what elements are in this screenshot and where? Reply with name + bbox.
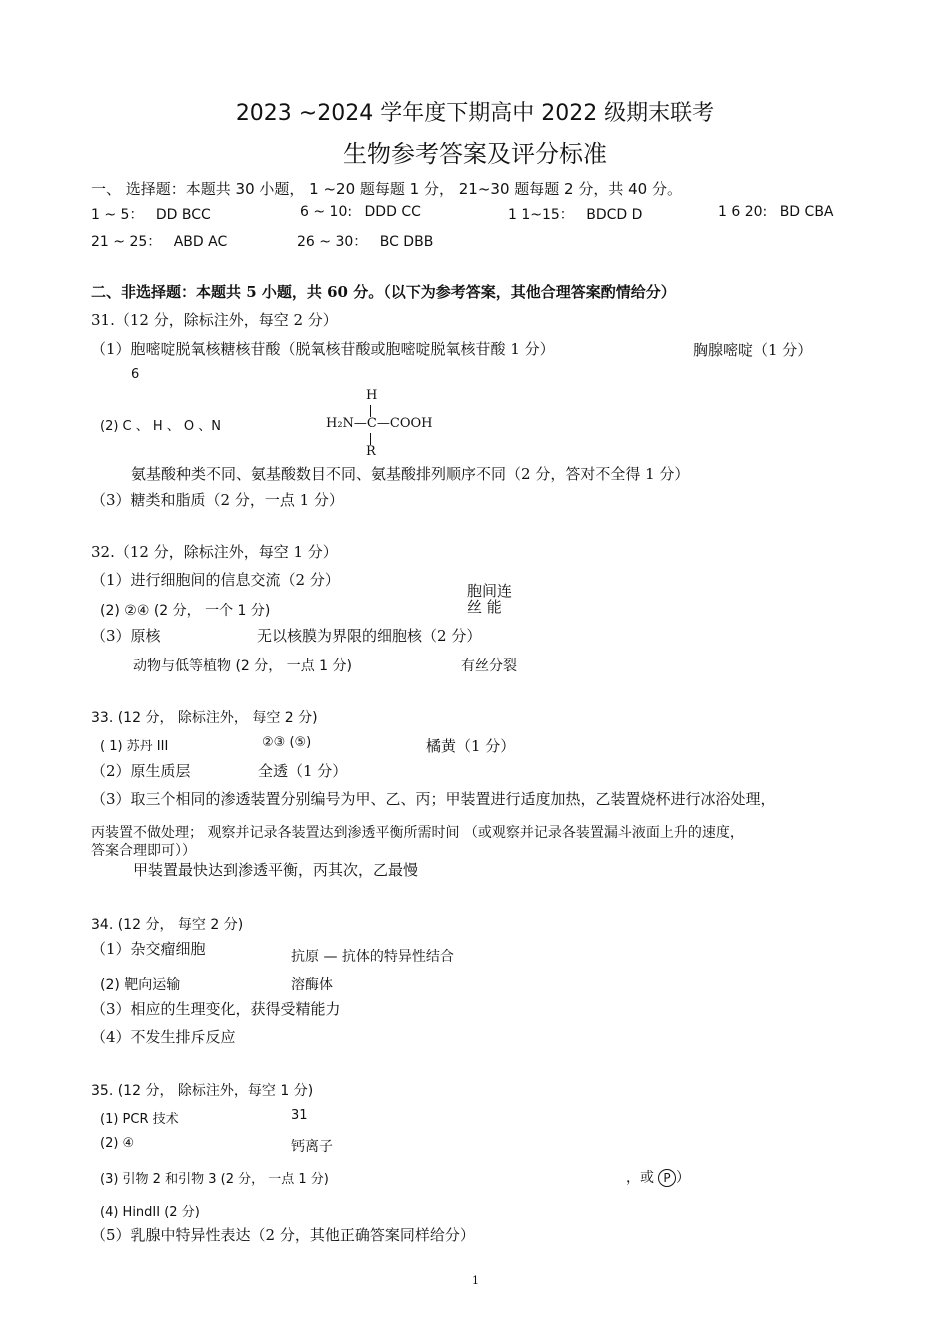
- question-33-answer-4: 甲装置最快达到渗透平衡，丙其次，乙最慢: [133, 861, 419, 879]
- question-34-answer-2a: (2) 靶向运输: [100, 977, 181, 993]
- question-35-answer-3b: ，或 P ）: [626, 1170, 690, 1186]
- question-31-heading: 31.（12 分，除标注外，每空 2 分）: [91, 311, 338, 329]
- question-32-answer-4a: 动物与低等植物 (2 分， 一点 1 分): [133, 658, 352, 674]
- question-33-answer-3: （3）取三个相同的渗透装置分别编号为甲、乙、丙；甲装置进行适度加热，乙装置烧杯进行冰浴处理，: [91, 790, 776, 808]
- answer-range: 26 ~ 30： BC DBB: [297, 234, 434, 250]
- question-33-answer-2b: 全透（1 分）: [258, 762, 348, 780]
- section1-heading: 一、 选择题：本题共 30 小题， 1 ~20 题每题 1 分， 21~30 题每题 2 分，共 40 分。: [91, 180, 682, 198]
- question-31-note: 6: [131, 367, 140, 382]
- question-34-answer-1b: 抗原 — 抗体的特异性结合: [291, 949, 454, 965]
- question-35-answer-3a: (3) 引物 2 和引物 3 (2 分， 一点 1 分): [100, 1172, 329, 1187]
- circled-p: P: [658, 1169, 676, 1187]
- question-34-answer-1a: （1）杂交瘤细胞: [91, 940, 206, 958]
- question-33-answer-2a: （2）原生质层: [91, 762, 191, 780]
- question-33-answer-1b: ②③ (⑤): [262, 735, 312, 750]
- page-number: 1: [472, 1274, 479, 1287]
- question-33-answer-1c: 橘黄（1 分）: [426, 737, 516, 755]
- question-32-answer-4b: 有丝分裂: [461, 658, 517, 674]
- question-31-answer-2b: 氨基酸种类不同、氨基酸数目不同、氨基酸排列顺序不同（2 分，答对不全得 1 分）: [131, 465, 690, 483]
- question-35-heading: 35. (12 分， 除标注外，每空 1 分): [91, 1083, 314, 1099]
- question-35-answer-1a: (1) PCR 技术: [100, 1112, 179, 1127]
- answer-range: 21 ~ 25： ABD AC: [91, 234, 228, 250]
- document-subtitle: 生物参考答案及评分标准: [343, 140, 607, 168]
- formula-r: R: [366, 444, 376, 459]
- question-31-answer-3: （3）糖类和脂质（2 分，一点 1 分）: [91, 491, 344, 509]
- answer-range: 6 ~ 10: DDD CC: [300, 204, 421, 220]
- question-33-answer-1a: ( 1) 苏丹 III: [100, 739, 169, 754]
- question-32-answer-3b: 无以核膜为界限的细胞核（2 分）: [257, 627, 482, 645]
- question-35-answer-4: (4) HindII (2 分): [100, 1205, 200, 1220]
- question-31-answer-1b: 胸腺嘧啶（1 分）: [693, 341, 813, 359]
- question-33-answer-3-end: 答案合理即可））: [91, 843, 196, 859]
- answer-range: 1 1~15： BDCD D: [508, 207, 643, 223]
- answer-range: 1 6 20: BD CBA: [718, 204, 834, 220]
- document-title: 2023 ~2024 学年度下期高中 2022 级期末联考: [235, 101, 715, 126]
- question-32-answer-3a: （3）原核: [91, 627, 161, 645]
- question-35-answer-1b: 31: [291, 1108, 308, 1123]
- question-33-answer-3-cont: 丙装置不做处理； 观察并记录各装置达到渗透平衡所需时间 （或观察并记录各装置漏斗液面上升的速度，: [91, 825, 744, 841]
- amino-acid-formula: [322, 388, 442, 458]
- question-35-answer-2b: 钙离子: [291, 1139, 333, 1155]
- question-35-answer-2a: (2) ④: [100, 1136, 135, 1151]
- question-34-answer-4: （4）不发生排斥反应: [91, 1028, 236, 1046]
- formula-main: H₂N—C—COOH: [326, 416, 433, 431]
- question-34-heading: 34. (12 分， 每空 2 分): [91, 917, 244, 933]
- question-32-answer-1: （1）进行细胞间的信息交流（2 分）: [91, 571, 340, 589]
- section2-heading: 二、非选择题：本题共 5 小题，共 60 分。（以下为参考答案，其他合理答案酌情给分）: [91, 283, 676, 301]
- answer-range: 1 ~ 5： DD BCC: [91, 207, 211, 223]
- question-31-answer-2: (2) C 、 H 、 O 、N: [100, 419, 222, 434]
- question-34-answer-3: （3）相应的生理变化，获得受精能力: [91, 1000, 341, 1018]
- question-32-side-1: 胞间连: [467, 582, 513, 600]
- question-34-answer-2b: 溶酶体: [291, 977, 333, 993]
- formula-h: H: [366, 388, 378, 403]
- question-32-answer-2: (2) ②④ (2 分， 一个 1 分): [100, 603, 271, 619]
- question-35-answer-5: （5）乳腺中特异性表达（2 分，其他正确答案同样给分）: [91, 1226, 475, 1244]
- question-31-answer-1: （1）胞嘧啶脱氧核糖核苷酸（脱氧核苷酸或胞嘧啶脱氧核苷酸 1 分）: [91, 340, 555, 358]
- question-32-side-2: 丝 能: [467, 598, 502, 616]
- question-33-heading: 33. (12 分， 除标注外， 每空 2 分): [91, 710, 318, 726]
- question-32-heading: 32.（12 分，除标注外，每空 1 分）: [91, 543, 338, 561]
